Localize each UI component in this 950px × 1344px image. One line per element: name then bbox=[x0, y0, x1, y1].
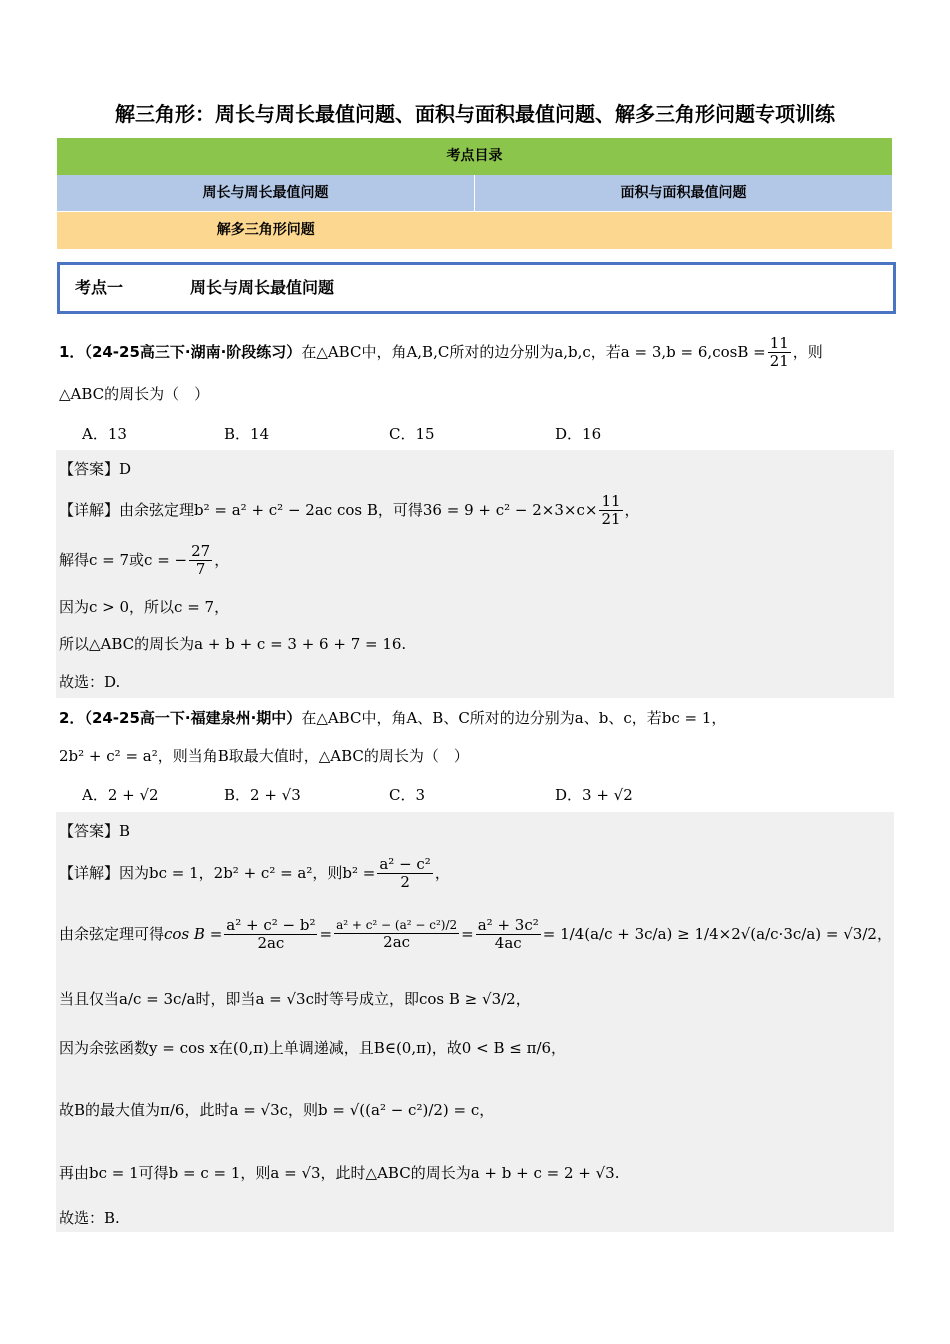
toc-table bbox=[57, 138, 892, 250]
q2-detail-den: 2 bbox=[400, 873, 410, 892]
q1-detail-text: 【详解】由余弦定理b² = a² + c² − 2ac cos B，可得36 = 9 + c² − 2×3×c× bbox=[59, 500, 598, 519]
toc-row-2 bbox=[57, 212, 892, 250]
q2-cos-expr: cos B = bbox=[164, 924, 223, 943]
toc-row-1 bbox=[57, 175, 892, 212]
q2-cos-frac1 bbox=[224, 917, 317, 953]
q1-solve-text: 解得c = 7或c = − bbox=[59, 550, 188, 569]
q2-equality: 当且仅当a/c = 3c/a时，即当a = √3c时等号成立，即cos B ≥ √3/2， bbox=[59, 990, 531, 1008]
q2-option-c[interactable]: C．3 bbox=[389, 786, 426, 804]
q2-cos-frac3 bbox=[476, 917, 541, 953]
q1-detail-den: 21 bbox=[601, 510, 621, 529]
page-title: 解三角形：周长与周长最值问题、面积与面积最值问题、解多三角形问题专项训练 bbox=[115, 102, 835, 126]
q1-stem-tail: ，则 bbox=[792, 342, 823, 361]
q2-detail bbox=[59, 856, 450, 892]
q1-stem-text: 在△ABC中，角A,B,C所对的边分别为a,b,c，若a = 3,b = 6,cosB = bbox=[301, 342, 766, 361]
q2-option-a[interactable]: A．2 + √2 bbox=[82, 786, 159, 804]
q2-stem-line1 bbox=[59, 707, 726, 729]
q2-cos-frac2 bbox=[334, 919, 459, 951]
q1-detail-tail: ， bbox=[624, 500, 640, 519]
q2-number: 2． bbox=[59, 709, 85, 727]
q1-solve-den: 7 bbox=[195, 560, 206, 579]
q2-detail-fraction bbox=[377, 856, 432, 892]
q1-solve-num: 27 bbox=[191, 542, 211, 560]
section-title: 周长与周长最值问题 bbox=[190, 278, 335, 297]
q2-cos-f2-num: a² + c² − (a² − c²)/2 bbox=[336, 917, 458, 932]
q2-detail-num: a² − c² bbox=[379, 855, 431, 873]
q2-option-b[interactable]: B．2 + √3 bbox=[224, 786, 301, 804]
q1-frac-num: 11 bbox=[769, 334, 789, 352]
toc-item-multi-triangle[interactable]: 解多三角形问题 bbox=[216, 222, 315, 238]
q2-cosine: 由余弦定理可得cos B = $\frac{\text{a² + c² − b²}}{2ac}$ = $\frac{\text{a² + c² − (a² − c²)/2}}{2ac}$ = $\frac{\text{a² + 3c²}}{4ac}$ = 1/4(a/c + 3c/a) ≥ 1/4×2√(a/c·3c/a) = √3/2， bbox=[59, 916, 892, 953]
q2-monotone: 因为余弦函数y = cos x在(0,π)上单调递减，且B∈(0,π)，故0 < B ≤ π/6， bbox=[59, 1039, 567, 1057]
q1-option-a[interactable]: A．13 bbox=[82, 425, 127, 443]
q2-again: 再由bc = 1可得b = c = 1，则a = √3，此时△ABC的周长为a + b + c = 2 + √3. bbox=[59, 1164, 620, 1182]
toc-item-area[interactable]: 面积与面积最值问题 bbox=[620, 185, 747, 201]
section-label: 考点一 bbox=[75, 278, 124, 297]
q2-cos-f4: 1/4(a/c + 3c/a) ≥ 1/4×2√(a/c·3c/a) = √3/2 bbox=[560, 924, 877, 943]
q1-since: 因为c > 0，所以c = 7， bbox=[59, 598, 230, 616]
q1-source: （24-25高三下·湖南·阶段练习） bbox=[84, 342, 302, 361]
q1-answer: 【答案】D bbox=[59, 460, 132, 478]
q2-stem-text: 在△ABC中，角A、B、C所对的边分别为a、b、c，若bc = 1， bbox=[301, 709, 727, 727]
q1-stem-line1 bbox=[59, 335, 823, 371]
section-header bbox=[57, 262, 896, 314]
q2-source: （24-25高一下·福建泉州·期中） bbox=[84, 709, 302, 727]
q2-max-b: 故B的最大值为π/6，此时a = √3c，则b = √((a² − c²)/2) = c， bbox=[59, 1101, 495, 1119]
toc-empty-cell bbox=[475, 212, 893, 249]
q1-number: 1． bbox=[59, 342, 85, 361]
q2-cos-f3-num: a² + 3c² bbox=[477, 916, 539, 934]
q1-option-b[interactable]: B．14 bbox=[224, 425, 270, 443]
q1-stem-line2: △ABC的周长为（ ） bbox=[59, 385, 210, 403]
q1-detail bbox=[59, 493, 640, 529]
q1-option-d[interactable]: D．16 bbox=[555, 425, 602, 443]
q2-detail-tail: ， bbox=[434, 863, 450, 882]
q1-solve bbox=[59, 543, 229, 579]
q1-solve-fraction bbox=[189, 543, 212, 579]
q1-choose: 故选：D. bbox=[59, 673, 121, 691]
q1-detail-num: 11 bbox=[601, 492, 621, 510]
q2-stem-line2: 2b² + c² = a²，则当角B取最大值时，△ABC的周长为（ ） bbox=[59, 747, 469, 765]
q1-solve-tail: ， bbox=[214, 550, 230, 569]
q1-perimeter: 所以△ABC的周长为a + b + c = 3 + 6 + 7 = 16. bbox=[59, 635, 407, 653]
q2-cos-f1-num: a² + c² − b² bbox=[226, 916, 316, 934]
q2-cos-f1-den: 2ac bbox=[257, 934, 285, 953]
q2-cos-end: ， bbox=[876, 924, 892, 943]
q1-frac-den: 21 bbox=[769, 352, 789, 371]
toc-header: 考点目录 bbox=[57, 138, 892, 175]
q1-cosb-fraction bbox=[768, 335, 791, 371]
q1-detail-fraction bbox=[599, 493, 622, 529]
q2-option-d[interactable]: D．3 + √2 bbox=[555, 786, 633, 804]
q2-answer: 【答案】B bbox=[59, 822, 131, 840]
q2-cos-f3-den: 4ac bbox=[494, 934, 522, 953]
q2-detail-text: 【详解】因为bc = 1，2b² + c² = a²，则b² = bbox=[59, 863, 376, 882]
q1-option-c[interactable]: C．15 bbox=[389, 425, 435, 443]
q2-choose: 故选：B. bbox=[59, 1209, 120, 1227]
q2-cos-f2-den: 2ac bbox=[383, 932, 411, 951]
toc-item-perimeter[interactable]: 周长与周长最值问题 bbox=[57, 175, 475, 211]
q2-cos-prefix: 由余弦定理可得 bbox=[59, 924, 165, 943]
